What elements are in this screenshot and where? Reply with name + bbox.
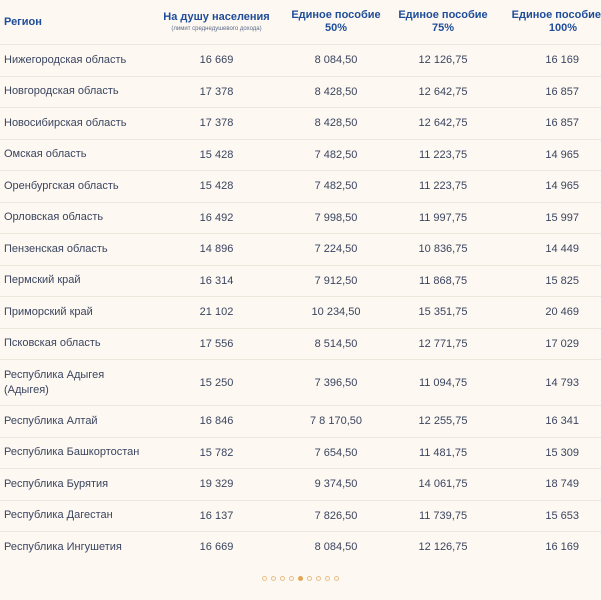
table-row — [0, 500, 601, 532]
cell-benefit-100: 14 965 — [497, 139, 601, 171]
table-row — [0, 297, 601, 329]
table-row — [0, 45, 601, 77]
cell-benefit-75: 12 642,75 — [389, 76, 497, 108]
table-row — [0, 406, 601, 438]
cell-benefit-100: 15 825 — [497, 265, 601, 297]
cell-benefit-100: 14 965 — [497, 171, 601, 203]
cell-benefit-75: 11 094,75 — [389, 360, 497, 406]
pagination-dots — [0, 576, 601, 581]
cell-benefit-75: 12 642,75 — [389, 108, 497, 140]
cell-benefit-50: 7 912,50 — [283, 265, 389, 297]
pagination-dot[interactable] — [307, 576, 312, 581]
cell-benefit-100: 16 169 — [497, 532, 601, 563]
cell-benefit-100: 16 169 — [497, 45, 601, 77]
cell-region: Приморский край — [0, 297, 150, 329]
table-row — [0, 202, 601, 234]
cell-region: Республика Башкортостан — [0, 437, 150, 469]
pagination-dot[interactable] — [271, 576, 276, 581]
column-header-per-capita — [150, 0, 283, 45]
cell-benefit-100: 20 469 — [497, 297, 601, 329]
cell-benefit-100: 16 857 — [497, 76, 601, 108]
benefit-label: Единое пособие — [291, 9, 381, 21]
table-row — [0, 171, 601, 203]
cell-benefit-75: 12 126,75 — [389, 532, 497, 563]
cell-benefit-50: 7 396,50 — [283, 360, 389, 406]
pagination-dot[interactable] — [280, 576, 285, 581]
cell-per-capita: 16 669 — [150, 45, 283, 77]
cell-benefit-50: 10 234,50 — [283, 297, 389, 329]
cell-region: Пензенская область — [0, 234, 150, 266]
cell-benefit-75: 12 771,75 — [389, 328, 497, 360]
pagination-dot[interactable] — [289, 576, 294, 581]
cell-benefit-75: 11 739,75 — [389, 500, 497, 532]
cell-benefit-100: 15 653 — [497, 500, 601, 532]
per-capita-sublabel: (лимит среднедушевого дохода) — [171, 26, 262, 32]
column-header-region: Регион — [4, 15, 42, 28]
benefit-pct: 50% — [324, 22, 348, 34]
cell-benefit-100: 16 857 — [497, 108, 601, 140]
cell-region — [0, 360, 150, 406]
column-header-benefit-50 — [283, 0, 389, 45]
cell-region: Псковская область — [0, 328, 150, 360]
cell-benefit-100: 16 341 — [497, 406, 601, 438]
benefit-pct: 100% — [548, 22, 578, 34]
cell-region-line: (Адыгея) — [4, 383, 49, 396]
cell-benefit-100: 14 793 — [497, 360, 601, 406]
cell-benefit-50: 7 482,50 — [283, 139, 389, 171]
table-row — [0, 328, 601, 360]
cell-region: Омская область — [0, 139, 150, 171]
table-row — [0, 469, 601, 501]
cell-per-capita: 15 428 — [150, 139, 283, 171]
cell-benefit-75: 14 061,75 — [389, 469, 497, 501]
cell-region: Нижегородская область — [0, 45, 150, 77]
cell-benefit-50: 8 084,50 — [283, 45, 389, 77]
table-row — [0, 108, 601, 140]
table-row — [0, 532, 601, 563]
per-capita-label: На душу населения — [163, 11, 270, 23]
pagination-dot[interactable] — [334, 576, 339, 581]
cell-per-capita: 16 492 — [150, 202, 283, 234]
table-row — [0, 265, 601, 297]
cell-per-capita: 17 378 — [150, 76, 283, 108]
cell-benefit-50: 9 374,50 — [283, 469, 389, 501]
pagination-dot[interactable] — [316, 576, 321, 581]
cell-benefit-75: 12 126,75 — [389, 45, 497, 77]
cell-per-capita: 16 137 — [150, 500, 283, 532]
cell-benefit-75: 11 997,75 — [389, 202, 497, 234]
cell-benefit-50: 8 428,50 — [283, 76, 389, 108]
cell-benefit-75: 10 836,75 — [389, 234, 497, 266]
cell-benefit-50: 8 428,50 — [283, 108, 389, 140]
cell-benefit-100: 15 309 — [497, 437, 601, 469]
cell-region-line: Республика Адыгея — [4, 368, 105, 381]
cell-benefit-75: 15 351,75 — [389, 297, 497, 329]
cell-benefit-50: 8 084,50 — [283, 532, 389, 563]
table-row — [0, 437, 601, 469]
cell-per-capita: 16 314 — [150, 265, 283, 297]
cell-per-capita: 14 896 — [150, 234, 283, 266]
pagination-dot[interactable] — [325, 576, 330, 581]
cell-per-capita: 17 556 — [150, 328, 283, 360]
cell-per-capita: 16 846 — [150, 406, 283, 438]
cell-benefit-50: 8 514,50 — [283, 328, 389, 360]
table-row — [0, 360, 601, 406]
cell-region: Новосибирская область — [0, 108, 150, 140]
cell-region: Республика Ингушетия — [0, 532, 150, 563]
cell-benefit-100: 14 449 — [497, 234, 601, 266]
cell-benefit-75: 12 255,75 — [389, 406, 497, 438]
cell-per-capita: 21 102 — [150, 297, 283, 329]
cell-benefit-50: 7 482,50 — [283, 171, 389, 203]
benefit-label: Единое пособие — [398, 9, 488, 21]
cell-benefit-75: 11 223,75 — [389, 171, 497, 203]
cell-benefit-100: 17 029 — [497, 328, 601, 360]
cell-per-capita: 15 782 — [150, 437, 283, 469]
cell-per-capita: 15 428 — [150, 171, 283, 203]
cell-benefit-100: 15 997 — [497, 202, 601, 234]
table-row — [0, 234, 601, 266]
cell-per-capita: 19 329 — [150, 469, 283, 501]
cell-per-capita: 16 669 — [150, 532, 283, 563]
benefit-label: Единое пособие — [511, 9, 601, 21]
table-row — [0, 76, 601, 108]
pagination-dot[interactable] — [262, 576, 267, 581]
pagination-dot[interactable] — [298, 576, 303, 581]
cell-region: Орловская область — [0, 202, 150, 234]
table-header-row — [0, 0, 601, 45]
cell-per-capita: 15 250 — [150, 360, 283, 406]
cell-region: Новгородская область — [0, 76, 150, 108]
cell-benefit-50: 7 998,50 — [283, 202, 389, 234]
table-row — [0, 139, 601, 171]
cell-region: Республика Алтай — [0, 406, 150, 438]
cell-per-capita: 17 378 — [150, 108, 283, 140]
cell-benefit-75: 11 481,75 — [389, 437, 497, 469]
cell-region: Республика Бурятия — [0, 469, 150, 501]
cell-benefit-75: 11 223,75 — [389, 139, 497, 171]
cell-benefit-50: 7 654,50 — [283, 437, 389, 469]
cell-benefit-50: 7 8 170,50 — [283, 406, 389, 438]
cell-benefit-50: 7 224,50 — [283, 234, 389, 266]
cell-region: Пермский край — [0, 265, 150, 297]
cell-region: Оренбургская область — [0, 171, 150, 203]
column-header-benefit-100 — [497, 0, 601, 45]
cell-benefit-100: 18 749 — [497, 469, 601, 501]
column-header-benefit-75 — [389, 0, 497, 45]
benefit-pct: 75% — [431, 22, 455, 34]
cell-region: Республика Дагестан — [0, 500, 150, 532]
cell-benefit-75: 11 868,75 — [389, 265, 497, 297]
cell-benefit-50: 7 826,50 — [283, 500, 389, 532]
